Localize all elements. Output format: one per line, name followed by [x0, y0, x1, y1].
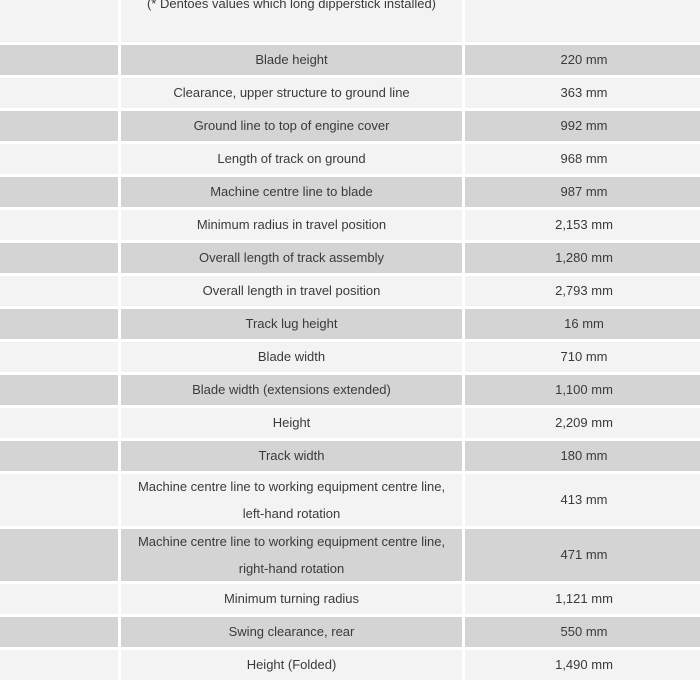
spec-label: Blade width (extensions extended) [121, 375, 462, 405]
table-cell-blank [0, 78, 118, 108]
table-cell-blank [0, 441, 118, 471]
table-cell-empty [465, 0, 700, 42]
table-cell-blank [0, 375, 118, 405]
spec-value: 1,121 mm [465, 584, 700, 614]
spec-label: Length of track on ground [121, 144, 462, 174]
spec-value: 710 mm [465, 342, 700, 372]
table-cell-blank [0, 529, 118, 581]
table-cell-blank [0, 0, 118, 42]
spec-label: Blade height [121, 45, 462, 75]
spec-label: Track width [121, 441, 462, 471]
table-cell-blank [0, 584, 118, 614]
spec-value: 550 mm [465, 617, 700, 647]
spec-label: Machine centre line to working equipment centre line, right-hand rotation [121, 529, 462, 581]
spec-value: 220 mm [465, 45, 700, 75]
table-cell-blank [0, 342, 118, 372]
spec-value: 992 mm [465, 111, 700, 141]
table-cell-blank [0, 111, 118, 141]
spec-value: 180 mm [465, 441, 700, 471]
spec-value: 2,793 mm [465, 276, 700, 306]
table-note: (* Dentoes values which long dipperstick installed) [121, 0, 462, 42]
spec-label: Height [121, 408, 462, 438]
spec-value: 968 mm [465, 144, 700, 174]
spec-value: 1,490 mm [465, 650, 700, 680]
spec-value: 363 mm [465, 78, 700, 108]
table-cell-blank [0, 45, 118, 75]
spec-value: 1,280 mm [465, 243, 700, 273]
spec-label: Machine centre line to blade [121, 177, 462, 207]
spec-value: 471 mm [465, 529, 700, 581]
spec-label: Blade width [121, 342, 462, 372]
spec-label: Minimum radius in travel position [121, 210, 462, 240]
spec-label: Ground line to top of engine cover [121, 111, 462, 141]
table-cell-blank [0, 474, 118, 526]
table-cell-blank [0, 617, 118, 647]
table-cell-blank [0, 276, 118, 306]
spec-label: Track lug height [121, 309, 462, 339]
spec-label: Clearance, upper structure to ground line [121, 78, 462, 108]
spec-value: 2,209 mm [465, 408, 700, 438]
table-cell-blank [0, 210, 118, 240]
table-cell-blank [0, 243, 118, 273]
spec-label: Swing clearance, rear [121, 617, 462, 647]
table-cell-blank [0, 650, 118, 680]
spec-value: 16 mm [465, 309, 700, 339]
spec-value: 413 mm [465, 474, 700, 526]
table-cell-blank [0, 408, 118, 438]
spec-label: Machine centre line to working equipment centre line, left-hand rotation [121, 474, 462, 526]
spec-label: Overall length in travel position [121, 276, 462, 306]
spec-label: Height (Folded) [121, 650, 462, 680]
spec-label: Minimum turning radius [121, 584, 462, 614]
spec-label: Overall length of track assembly [121, 243, 462, 273]
table-cell-blank [0, 177, 118, 207]
table-cell-blank [0, 144, 118, 174]
spec-value: 2,153 mm [465, 210, 700, 240]
spec-value: 1,100 mm [465, 375, 700, 405]
table-cell-blank [0, 309, 118, 339]
spec-value: 987 mm [465, 177, 700, 207]
